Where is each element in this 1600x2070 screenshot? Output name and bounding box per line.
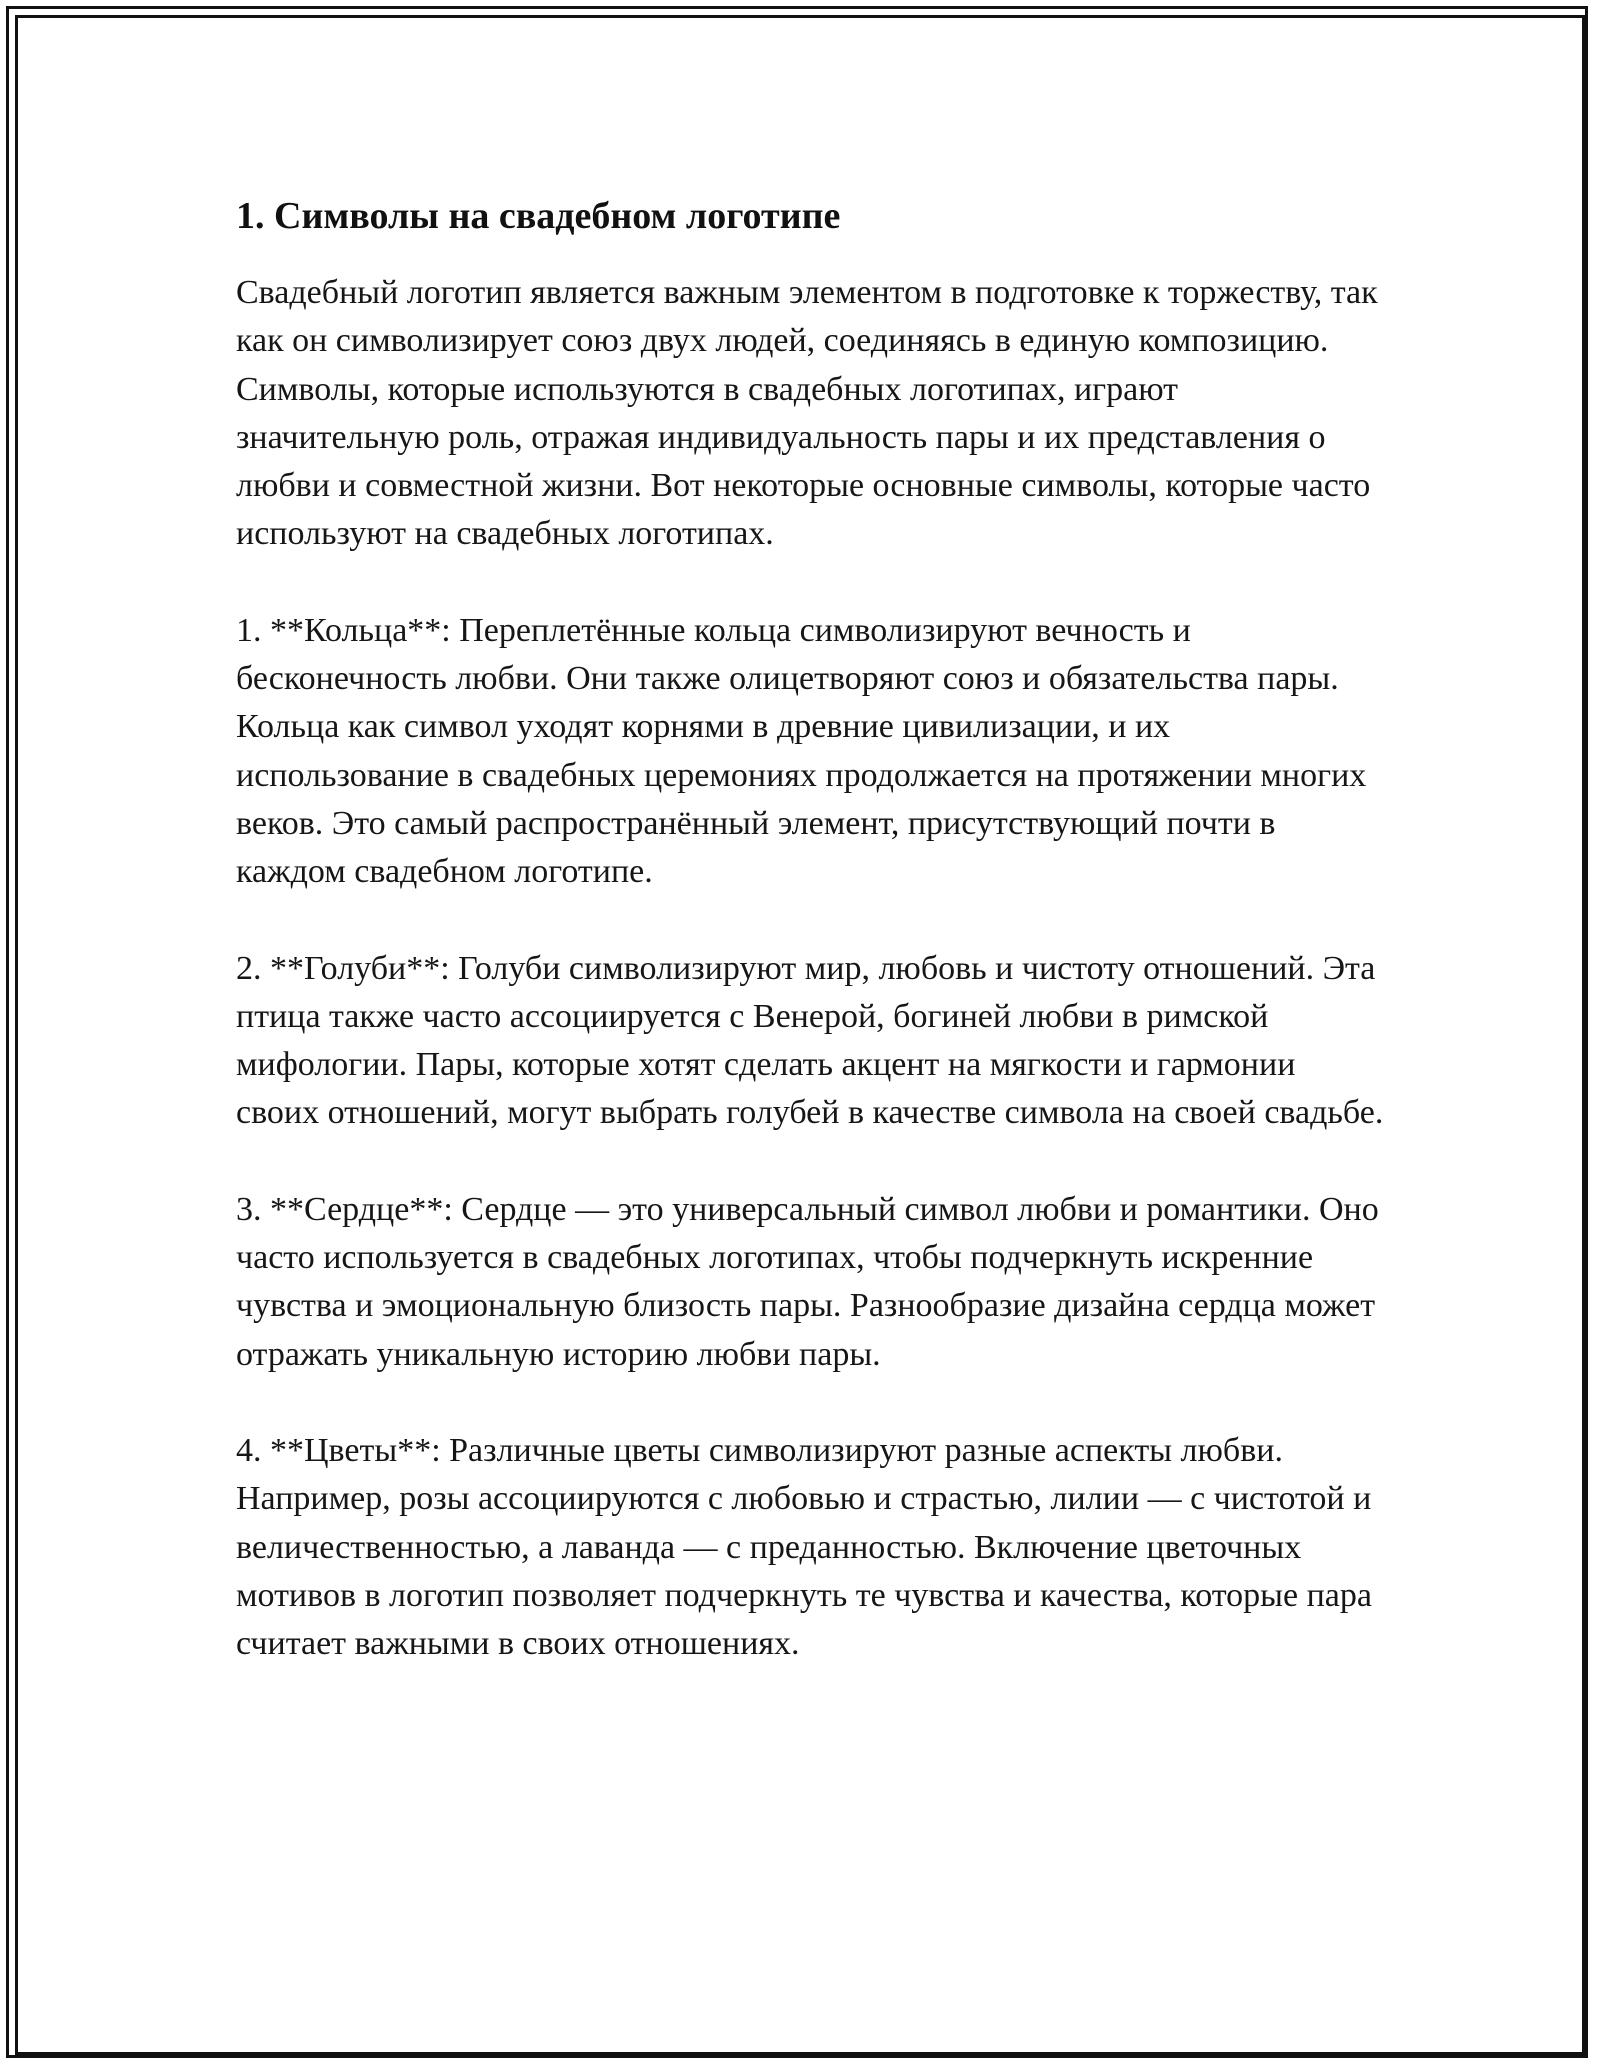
section-heading: 1. Символы на свадебном логотипе [236, 195, 841, 237]
list-item-rings: 1. **Кольца**: Переплетённые кольца символизируют вечность и бесконечность любви. Они также олицетворяют союз и обязательства пары. Кольца как символ уходят корнями в древние цивилизации, и их использование в свадебных церемониях продолжается на протяжении многих веков. Это самый распространённый элемент, присутствующий почти в каждом свадебном логотипе. [236, 611, 1367, 891]
list-item-heart: 3. **Сердце**: Сердце — это универсальный символ любви и романтики. Оно часто используется в свадебных логотипах, чтобы подчеркнуть искренние чувства и эмоциональную близость пары. Разнообразие дизайна сердца может отражать уникальную историю любви пары. [236, 1190, 1379, 1373]
intro-paragraph: Свадебный логотип является важным элементом в подготовке к торжеству, так как он символизирует союз двух людей, соединяясь в единую композицию. Символы, которые используются в свадебных логотипах, играют значительную роль, отражая индивидуальность пары и их представления о любви и совместной жизни. Вот некоторые основные символы, которые часто используют на свадебных логотипах. [236, 274, 1378, 553]
list-item-doves: 2. **Голуби**: Голуби символизируют мир, любовь и чистоту отношений. Эта птица также часто ассоциируется с Венерой, богиней любви в римской мифологии. Пары, которые хотят сделать акцент на мягкости и гармонии своих отношений, могут выбрать голубей в качестве символа на своей свадьбе. [236, 949, 1384, 1132]
list-item-flowers: 4. **Цветы**: Различные цветы символизируют разные аспекты любви. Например, розы ассоциируются с любовью и страстью, лилии — с чистотой и величественностью, а лаванда — с преданностью. Включение цветочных мотивов в логотип позволяет подчеркнуть те чувства и качества, которые пара считает важными в своих отношениях. [236, 1431, 1372, 1663]
document-body [236, 185, 1386, 1716]
